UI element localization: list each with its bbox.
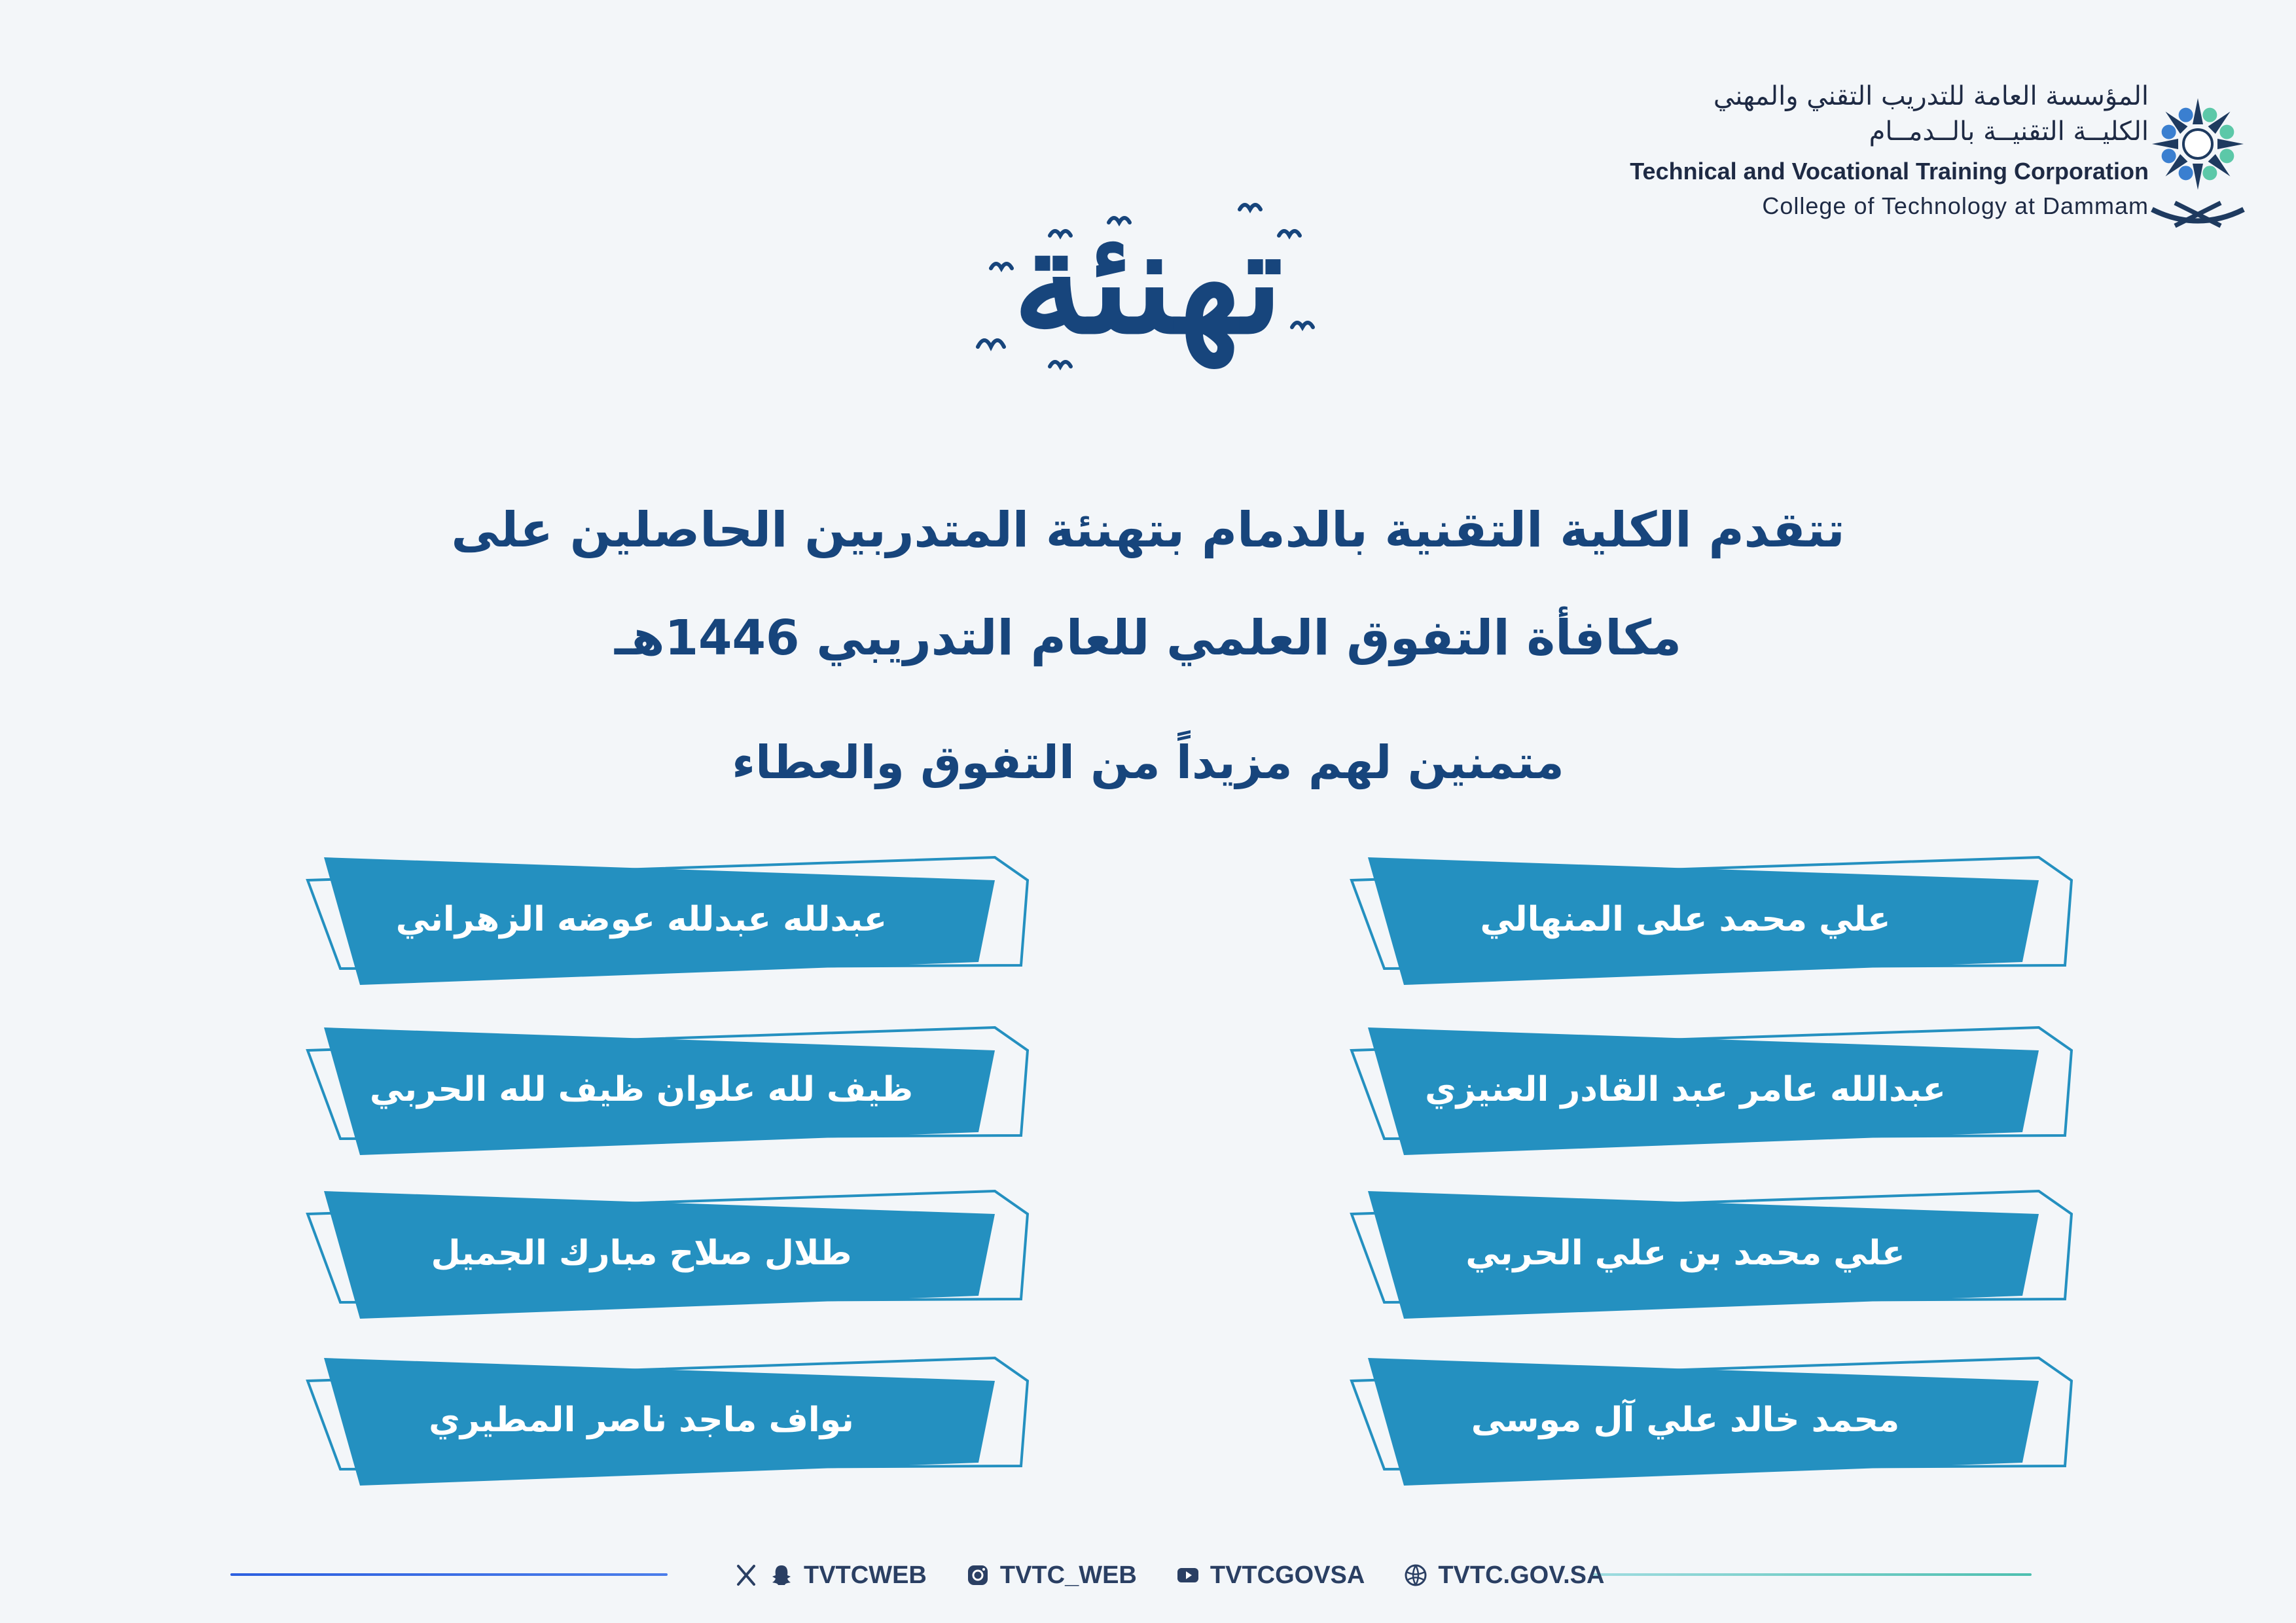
footer-divider-right xyxy=(1593,1573,2032,1576)
snapchat-icon[interactable] xyxy=(768,1562,795,1588)
instagram-icon[interactable] xyxy=(965,1562,991,1588)
name-card xyxy=(1345,1355,2078,1492)
footer-divider-left xyxy=(230,1573,668,1576)
name-card xyxy=(301,1355,1034,1492)
name-card xyxy=(301,854,1034,991)
name-card xyxy=(1345,1024,2078,1162)
tvtc-logo xyxy=(2139,75,2257,239)
intro-line-3: متمنين لهم مزيداً من التفوق والعطاء xyxy=(732,736,1564,789)
page-title: تهنئة xyxy=(1013,196,1283,366)
name-label: محمد خالد علي آل موسى xyxy=(1471,1400,1900,1440)
org-name-arabic: المؤسسة العامة للتدريب التقني والمهني xyxy=(1713,81,2149,111)
youtube-icon[interactable] xyxy=(1175,1562,1201,1588)
name-card xyxy=(301,1024,1034,1162)
x-icon[interactable] xyxy=(733,1562,759,1588)
name-label: علي محمد على المنهالي xyxy=(1480,900,1891,939)
globe-icon[interactable] xyxy=(1403,1562,1429,1588)
name-label: علي محمد بن علي الحربي xyxy=(1465,1234,1905,1273)
name-label: طلال صلاح مبارك الجميل xyxy=(431,1234,852,1273)
college-name-arabic: الكليــة التقنيــة بالــدمــام xyxy=(1869,116,2149,147)
org-name-english: Technical and Vocational Training Corporation xyxy=(1630,158,2149,185)
organization-header xyxy=(1625,79,2149,223)
name-label: عبدلله عبدلله عوضه الزهراني xyxy=(395,900,888,939)
name-label: ظيف لله علوان ظيف لله الحربي xyxy=(369,1070,914,1109)
social-handle-instagram[interactable]: TVTC_WEB xyxy=(999,1561,1137,1589)
social-links xyxy=(733,1559,1604,1592)
social-handle-snapchat[interactable]: TVTCWEB xyxy=(804,1561,927,1589)
name-label: عبدالله عامر عبد القادر العنيزي xyxy=(1425,1070,1946,1109)
name-card xyxy=(301,1188,1034,1325)
name-label: نواف ماجد ناصر المطيري xyxy=(429,1400,854,1440)
college-name-english: College of Technology at Dammam xyxy=(1762,192,2149,219)
name-card xyxy=(1345,854,2078,991)
name-card xyxy=(1345,1188,2078,1325)
website-link[interactable]: TVTC.GOV.SA xyxy=(1438,1561,1605,1589)
social-handle-youtube[interactable]: TVTCGOVSA xyxy=(1210,1561,1365,1589)
intro-line-2: مكافأة التفوق العلمي للعام التدريبي 1446هـ xyxy=(614,610,1682,666)
intro-line-1: تتقدم الكلية التقنية بالدمام بتهنئة المتدربين الحاصلين على xyxy=(451,502,1845,558)
